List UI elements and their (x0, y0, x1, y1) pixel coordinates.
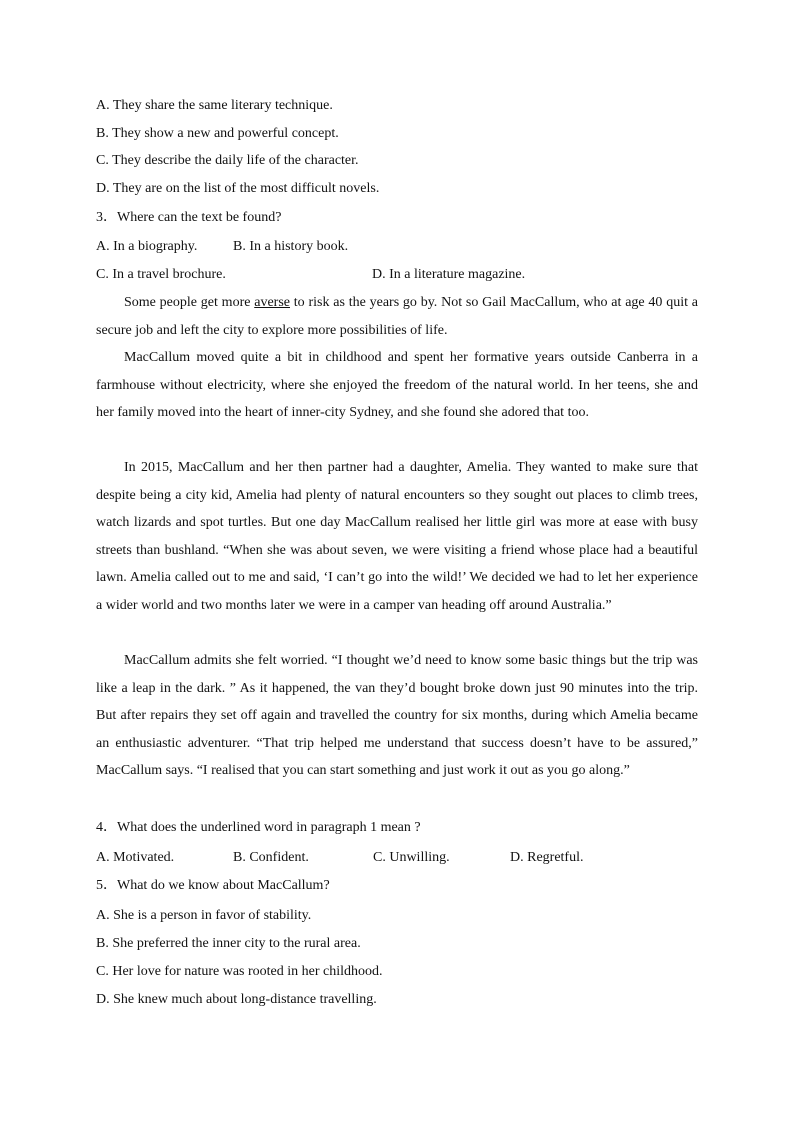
passage-paragraph-4: MacCallum admits she felt worried. “I thought we’d need to know some basic things but the trip was like a leap in the dark. ” As it happened, the van they’d bought broke down just 90 minutes into the trip. But after repairs they set off again and travelled the country for six months, during which Amelia became an enthusiastic adventurer. “That trip helped me understand that success doesn’t have to be assured,” MacCallum says. “I realised that you can start something and just work it out as you go along.” (96, 653, 698, 779)
p1-text-after: to risk as the years go by. Not so Gail MacCallum, who at age 40 quit a secure job and left the city to explore more possibilities of life. (96, 295, 698, 338)
passage-paragraph-3: In 2015, MacCallum and her then partner had a daughter, Amelia. They wanted to make sure that despite being a city kid, Amelia had plenty of natural encounters so they sought out places to climb trees, watch lizards and spot turtles. But one day MacCallum realised her little girl was more at ease with busy streets than bushland. “When she was about seven, we were visiting a friend whose place had a beautiful lawn. Amelia called out to me and said, ‘I can’t go into the wild!’ We decided we had to let her experience a wider world and two months later we were in a camper van heading off around Australia.” (96, 460, 698, 613)
q5-option-b: B. She preferred the inner city to the rural area. (96, 936, 361, 951)
p1-text-before: Some people get more (124, 295, 255, 310)
q2-option-b: B. They show a new and powerful concept. (96, 126, 339, 141)
q5-option-d: D. She knew much about long-distance travelling. (96, 992, 377, 1007)
passage-paragraph-1 (96, 289, 698, 344)
q3-option-d: D. In a literature magazine. (372, 267, 526, 282)
q5-option-a: A. She is a person in favor of stability. (96, 908, 312, 923)
q4-stem: 4．What does the underlined word in paragraph 1 mean ? (96, 820, 421, 835)
q4-option-c: C. Unwilling. (373, 850, 450, 865)
q2-option-d: D. They are on the list of the most difficult novels. (96, 181, 380, 196)
q4-option-d: D. Regretful. (510, 850, 584, 865)
q2-option-a: A. They share the same literary technique. (96, 98, 333, 113)
q5-stem: 5．What do we know about MacCallum? (96, 878, 330, 893)
passage-paragraph-2: MacCallum moved quite a bit in childhood and spent her formative years outside Canberra in a farmhouse without electricity, where she enjoyed the freedom of the natural world. In her teens, she and her family moved into the heart of inner-city Sydney, and she found she adored that too. (96, 350, 698, 421)
q4-option-b: B. Confident. (233, 850, 309, 865)
q3-option-a: A. In a biography. (96, 239, 198, 254)
q5-option-c: C. Her love for nature was rooted in her childhood. (96, 964, 383, 979)
q3-option-c: C. In a travel brochure. (96, 267, 226, 282)
q3-stem: 3．Where can the text be found? (96, 210, 282, 225)
q2-option-c: C. They describe the daily life of the character. (96, 153, 359, 168)
q4-option-a: A. Motivated. (96, 850, 175, 865)
underlined-word: averse (254, 295, 290, 310)
q3-option-b: B. In a history book. (233, 239, 349, 254)
